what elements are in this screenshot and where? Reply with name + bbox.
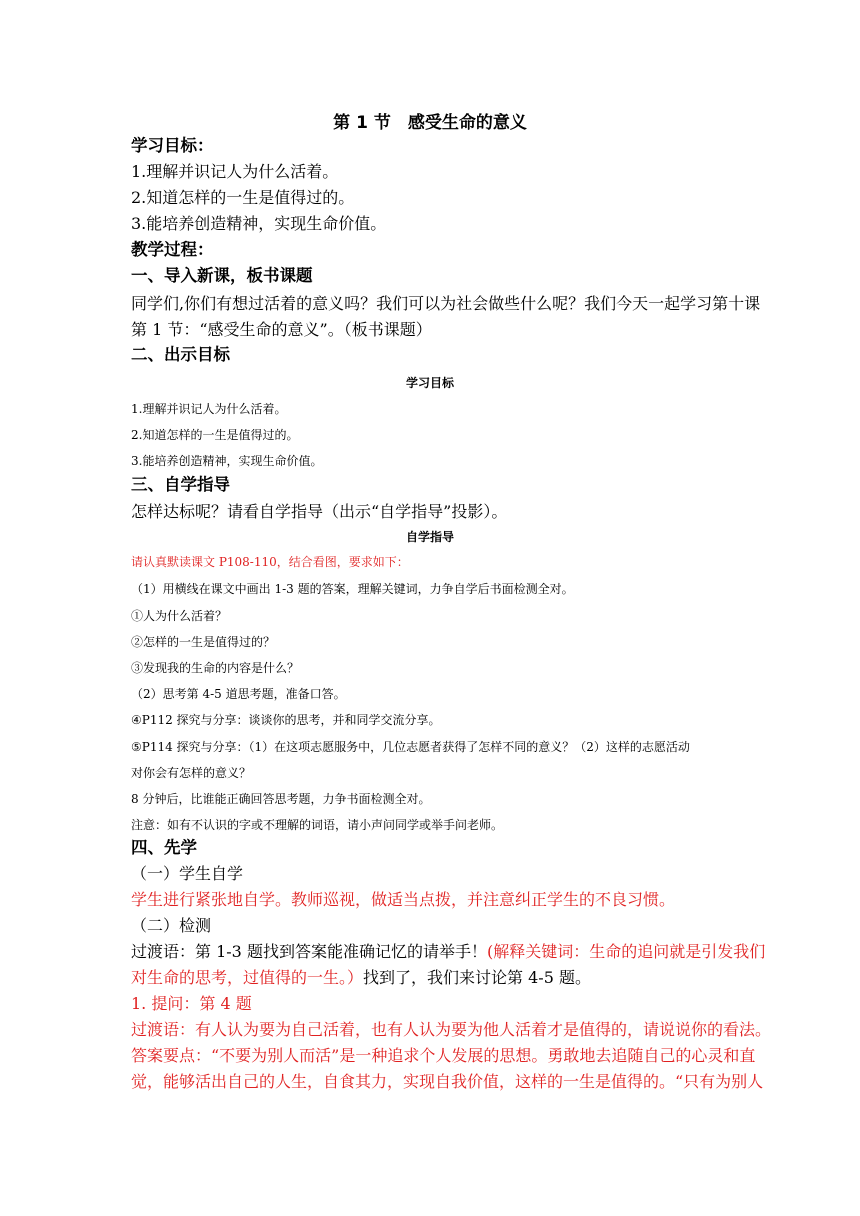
guide-red-line: 请认真默读课文 P108-110，结合看图，要求如下： <box>131 555 409 569</box>
guide-line: ④P112 探究与分享：谈谈你的思考，并和同学交流分享。 <box>131 713 441 727</box>
guide-line: ②怎样的一生是值得过的？ <box>131 635 276 649</box>
guide-line: （2）思考第 4-5 道思考题，准备口答。 <box>131 687 346 701</box>
process-heading: 教学过程： <box>131 240 214 259</box>
section4-sub1-red: 学生进行紧张地自学。教师巡视，做适当点拨，并注意纠正学生的不良习惯。 <box>131 890 676 909</box>
guide-box-title: 自学指导 <box>405 530 454 544</box>
answer-line: 答案要点：“不要为别人而活”是一种追求个人发展的思想。勇敢地去追随自己的心灵和直 <box>131 1046 756 1065</box>
transition-line-1 <box>131 940 765 964</box>
objectives-heading: 学习目标： <box>131 136 214 155</box>
objectives-box-title: 学习目标 <box>405 376 454 390</box>
objectives-box-line: 3.能培养创造精神，实现生命价值。 <box>131 454 323 468</box>
objective-item: 3.能培养创造精神，实现生命价值。 <box>131 214 387 233</box>
page-title: 第 1 节 感受生命的意义 <box>333 113 527 133</box>
guide-line: 8 分钟后，比谁能正确回答思考题，力争书面检测全对。 <box>131 792 431 806</box>
transition-red-1: (解释关键词：生命的追问就是引发我们 <box>486 942 766 961</box>
objective-item: 2.知道怎样的一生是值得过的。 <box>131 188 355 207</box>
answer-line: 过渡语：有人认为要为自己活着，也有人认为要为他人活着才是值得的，请说说你的看法。 <box>131 1020 772 1039</box>
guide-line: 对你会有怎样的意义？ <box>131 766 252 780</box>
transition-black-2: 找到了，我们来讨论第 4-5 题。 <box>363 968 591 987</box>
objective-item: 1.理解并识记人为什么活着。 <box>131 162 339 181</box>
section2-heading: 二、出示目标 <box>131 345 230 364</box>
objectives-box-line: 2.知道怎样的一生是值得过的。 <box>131 428 299 442</box>
section1-line: 第 1 节：“感受生命的意义”。（板书课题） <box>131 320 432 339</box>
guide-line: 注意：如有不认识的字或不理解的词语，请小声问同学或举手问老师。 <box>131 818 504 832</box>
transition-line-2 <box>131 966 591 990</box>
section3-heading: 三、自学指导 <box>131 475 230 494</box>
section4-sub1: （一）学生自学 <box>131 864 244 883</box>
answer-line: 觉，能够活出自己的人生，自食其力，实现自我价值，这样的一生是值得的。“只有为别人 <box>131 1072 764 1091</box>
objectives-box-line: 1.理解并识记人为什么活着。 <box>131 402 287 416</box>
guide-line: ③发现我的生命的内容是什么？ <box>131 661 300 675</box>
guide-line: ⑤P114 探究与分享：（1）在这项志愿服务中，几位志愿者获得了怎样不同的意义？（2）这样的志愿活动 <box>131 740 690 754</box>
section4-sub2: （二）检测 <box>131 916 212 935</box>
section1-heading: 一、导入新课，板书课题 <box>131 266 313 285</box>
guide-line: ①人为什么活着？ <box>131 609 228 623</box>
question-4: 1. 提问：第 4 题 <box>131 994 252 1013</box>
section3-intro: 怎样达标呢？请看自学指导（出示“自学指导”投影）。 <box>131 502 508 521</box>
section4-heading: 四、先学 <box>131 838 197 857</box>
section1-line: 同学们,你们有想过活着的意义吗？我们可以为社会做些什么呢？我们今天一起学习第十课 <box>131 294 761 313</box>
guide-line: （1）用横线在课文中画出 1-3 题的答案，理解关键词，力争自学后书面检测全对。 <box>131 582 574 596</box>
transition-black-1: 过渡语：第 1-3 题找到答案能准确记忆的请举手！ <box>131 942 487 961</box>
transition-red-2: 对生命的思考，过值得的一生。） <box>131 968 364 987</box>
